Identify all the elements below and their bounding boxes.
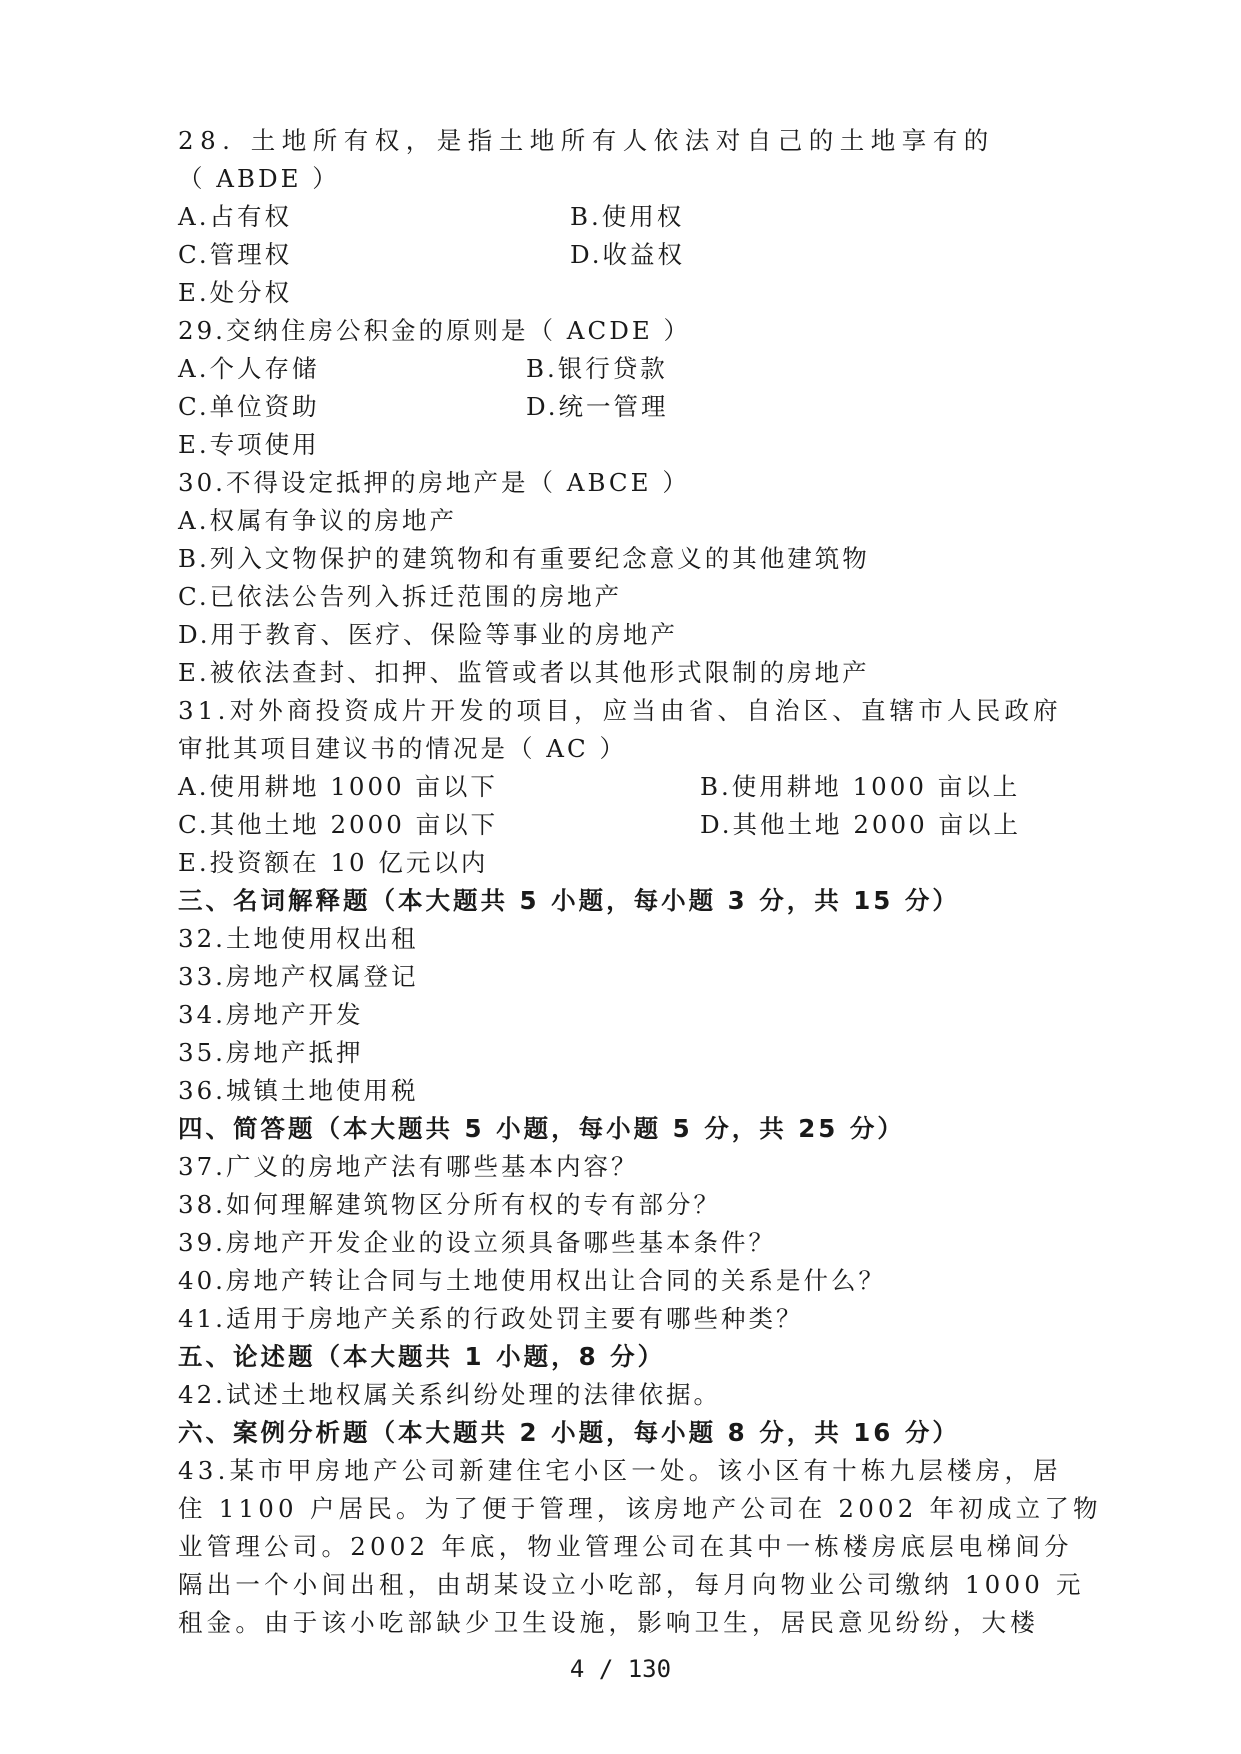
section-6-heading: 六、案例分析题（本大题共 2 小题，每小题 8 分，共 16 分） — [178, 1418, 960, 1447]
option-a: A.使用耕地 1000 亩以下 — [178, 772, 498, 801]
list-item: 33.房地产权属登记 — [178, 962, 419, 991]
case-paragraph-line: 住 1100 户居民。为了便于管理，该房地产公司在 2002 年初成立了物 — [178, 1494, 1102, 1523]
option-c: C.已依法公告列入拆迁范围的房地产 — [178, 582, 623, 611]
option-c: C.单位资助 — [178, 392, 320, 421]
option-c: C.管理权 — [178, 240, 293, 269]
page-number: 4 / 130 — [569, 1655, 672, 1683]
options-row — [178, 806, 1063, 844]
question-31-answer: 审批其项目建议书的情况是（ AC ） — [178, 734, 628, 763]
section-5-heading: 五、论述题（本大题共 1 小题，8 分） — [178, 1342, 666, 1371]
page-content — [178, 122, 1102, 1642]
list-item: 32.土地使用权出租 — [178, 924, 419, 953]
option-e: E.专项使用 — [178, 430, 320, 459]
option-a: A.个人存储 — [178, 354, 320, 383]
list-item: 38.如何理解建筑物区分所有权的专有部分？ — [178, 1190, 721, 1219]
option-e: E.被依法查封、扣押、监管或者以其他形式限制的房地产 — [178, 658, 870, 687]
options-row — [178, 198, 1063, 236]
case-paragraph-line: 隔出一个小间出租，由胡某设立小吃部，每月向物业公司缴纳 1000 元 — [178, 1570, 1085, 1599]
list-item: 34.房地产开发 — [178, 1000, 364, 1029]
list-item: 37.广义的房地产法有哪些基本内容？ — [178, 1152, 639, 1181]
question-29-stem: 29.交纳住房公积金的原则是（ ACDE ） — [178, 316, 692, 345]
option-b: B.使用耕地 1000 亩以上 — [700, 772, 1021, 801]
option-b: B.银行贷款 — [526, 354, 668, 383]
case-paragraph-line: 业管理公司。2002 年底，物业管理公司在其中一栋楼房底层电梯间分 — [178, 1532, 1073, 1561]
question-28-stem: 28. 土地所有权，是指土地所有人依法对自己的土地享有的 — [178, 126, 995, 155]
list-item: 42.试述土地权属关系纠纷处理的法律依据。 — [178, 1380, 721, 1409]
option-a: A.权属有争议的房地产 — [178, 506, 457, 535]
case-paragraph-line: 租金。由于该小吃部缺少卫生设施，影响卫生，居民意见纷纷，大楼 — [178, 1608, 1039, 1637]
list-item: 35.房地产抵押 — [178, 1038, 364, 1067]
option-d: D.收益权 — [570, 240, 686, 269]
option-e: E.处分权 — [178, 278, 293, 307]
option-c: C.其他土地 2000 亩以下 — [178, 810, 499, 839]
option-d: D.其他土地 2000 亩以上 — [700, 810, 1021, 839]
option-b: B.列入文物保护的建筑物和有重要纪念意义的其他建筑物 — [178, 544, 870, 573]
question-31-stem: 31.对外商投资成片开发的项目，应当由省、自治区、直辖市人民政府 — [178, 696, 1062, 725]
section-3-heading: 三、名词解释题（本大题共 5 小题，每小题 3 分，共 15 分） — [178, 886, 960, 915]
question-28-answer: （ ABDE ） — [178, 164, 340, 193]
options-row — [178, 768, 1063, 806]
option-b: B.使用权 — [570, 202, 685, 231]
list-item: 36.城镇土地使用税 — [178, 1076, 419, 1105]
question-30-stem: 30.不得设定抵押的房地产是（ ABCE ） — [178, 468, 690, 497]
options-row — [178, 236, 1063, 274]
options-row — [178, 350, 1063, 388]
section-4-heading: 四、简答题（本大题共 5 小题，每小题 5 分，共 25 分） — [178, 1114, 905, 1143]
list-item: 40.房地产转让合同与土地使用权出让合同的关系是什么？ — [178, 1266, 886, 1295]
option-d: D.用于教育、医疗、保险等事业的房地产 — [178, 620, 679, 649]
option-a: A.占有权 — [178, 202, 292, 231]
option-d: D.统一管理 — [526, 392, 669, 421]
case-paragraph-line: 43.某市甲房地产公司新建住宅小区一处。该小区有十栋九层楼房，居 — [178, 1456, 1062, 1485]
option-e: E.投资额在 10 亿元以内 — [178, 848, 489, 877]
list-item: 41.适用于房地产关系的行政处罚主要有哪些种类？ — [178, 1304, 804, 1333]
list-item: 39.房地产开发企业的设立须具备哪些基本条件？ — [178, 1228, 776, 1257]
options-row — [178, 388, 1063, 426]
